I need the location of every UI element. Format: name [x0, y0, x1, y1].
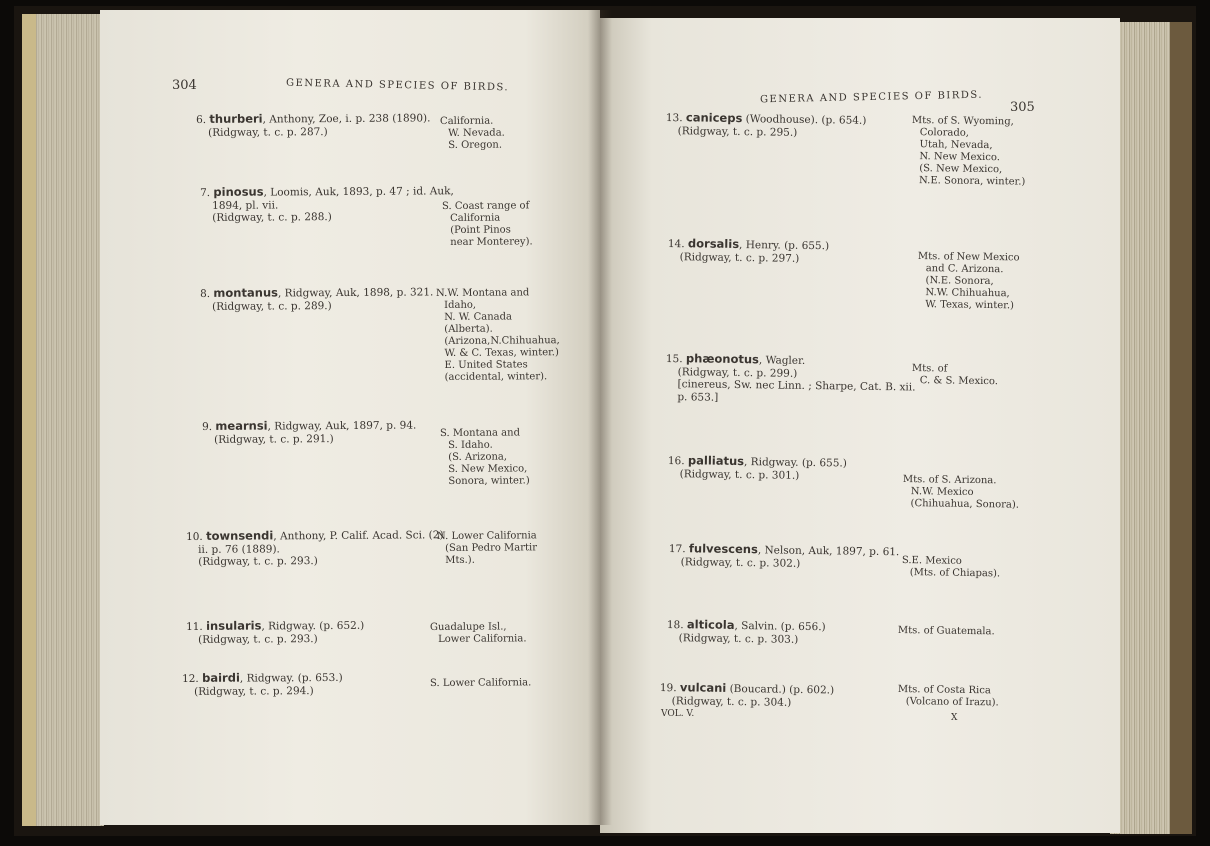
range-line: S. Oregon.: [448, 139, 503, 151]
entry-line: (Ridgway, t. c. p. 304.): [671, 694, 792, 709]
range-line: Mts. of S. Wyoming,: [911, 115, 1014, 128]
range-line: N. New Mexico.: [919, 151, 1000, 164]
entry-line: [182, 671, 343, 686]
entry-number: 11.: [186, 620, 207, 633]
range-line: S.E. Mexico: [901, 555, 962, 567]
entry-line: (Ridgway, t. c. p. 295.): [677, 124, 798, 139]
species-name: bairdi: [202, 670, 240, 685]
range-line: N. W. Canada: [444, 311, 512, 323]
entry-citation: , Nelson, Auk, 1897, p. 61.: [757, 544, 900, 559]
range-description: [912, 363, 999, 388]
range-line: Utah, Nevada,: [919, 139, 993, 152]
species-name: palliatus: [687, 453, 745, 469]
species-entry: [665, 352, 916, 406]
range-line: N.W. Chihuahua,: [925, 287, 1010, 300]
entry-line: (Ridgway, t. c. p. 294.): [194, 684, 314, 698]
range-description: [430, 677, 531, 690]
range-line: S. Montana and: [440, 427, 520, 439]
entry-number: 10.: [186, 530, 207, 543]
species-name: alticola: [686, 617, 735, 632]
page-number-left: 304: [172, 78, 197, 93]
book-gutter: [588, 10, 612, 825]
entry-citation: , Loomis, Auk, 1893, p. 47 ; id. Auk,: [263, 185, 454, 199]
entry-line: [186, 528, 444, 543]
footer-signature: X: [951, 713, 958, 723]
species-entry: [182, 671, 343, 698]
left-page-edges: [22, 14, 104, 826]
range-line: (Mts. of Chiapas).: [909, 567, 1001, 580]
entry-number: 9.: [202, 420, 216, 433]
footer-volume: VOL. V.: [661, 709, 695, 719]
range-line: (Point Pinos: [450, 224, 511, 236]
species-entry: [196, 111, 431, 139]
entry-line: (Ridgway, t. c. p. 291.): [214, 432, 334, 446]
entry-line: [196, 111, 431, 126]
entry-line: (Ridgway, t. c. p. 297.): [679, 250, 800, 265]
range-line: W. Nevada.: [448, 127, 505, 139]
range-line: near Monterey).: [450, 236, 533, 248]
range-line: N.E. Sonora, winter.): [919, 175, 1026, 188]
species-entry: [200, 184, 454, 224]
entry-number: 6.: [196, 113, 210, 126]
entry-number: 8.: [200, 287, 214, 300]
range-line: Idaho,: [444, 299, 477, 311]
species-name: caniceps: [685, 110, 743, 126]
entry-line: (Ridgway, t. c. p. 302.): [680, 555, 801, 570]
range-line: S. Lower California.: [430, 677, 532, 689]
range-line: Sonora, winter.): [448, 475, 530, 487]
entry-citation: , Ridgway, Auk, 1897, p. 94.: [267, 419, 417, 433]
species-entry: [200, 285, 434, 313]
entry-number: 12.: [182, 672, 203, 685]
range-line: Mts. of Guatemala.: [897, 625, 995, 638]
entry-number: 16.: [667, 454, 689, 468]
range-description: [440, 427, 530, 488]
range-line: (Arizona,N.Chihuahua,: [444, 335, 560, 347]
range-line: N.W. Montana and: [436, 287, 530, 299]
entry-line: (Ridgway, t. c. p. 293.): [198, 555, 318, 568]
range-description: [898, 625, 995, 638]
entry-number: 19.: [659, 681, 681, 695]
entry-citation: , Ridgway, Auk, 1898, p. 321.: [277, 286, 434, 300]
entry-citation: , Wagler.: [758, 354, 806, 367]
range-line: Mts. of: [911, 363, 948, 375]
entry-line: (Ridgway, t. c. p. 289.): [212, 299, 332, 313]
range-description: [898, 684, 999, 709]
range-line: Lower California.: [438, 633, 527, 645]
species-name: pinosus: [213, 184, 264, 199]
entry-number: 7.: [200, 186, 214, 199]
entry-line: 1894, pl. vii.: [212, 198, 279, 212]
entry-line: [202, 419, 416, 434]
species-name: phæonotus: [685, 351, 760, 367]
species-name: dorsalis: [687, 236, 740, 251]
range-description: [902, 555, 1001, 580]
range-line: Guadalupe Isl.,: [430, 621, 507, 633]
species-entry: [660, 681, 835, 709]
species-entry: [669, 542, 900, 571]
entry-citation: , Salvin. (p. 656.): [734, 619, 826, 634]
species-entry: [668, 454, 847, 482]
species-entry: [202, 419, 416, 446]
entry-line: [200, 285, 433, 300]
range-line: Mts. of Costa Rica: [897, 684, 991, 697]
range-line: W. Texas, winter.): [925, 299, 1015, 312]
range-line: California: [450, 212, 501, 224]
entry-line: (Ridgway, t. c. p. 288.): [212, 211, 332, 224]
range-description: [917, 251, 1019, 312]
entry-number: 17.: [668, 542, 690, 556]
entry-number: 15.: [665, 352, 687, 366]
range-line: N.W. Mexico: [910, 486, 974, 498]
species-name: mearnsi: [215, 418, 268, 433]
species-entry: [666, 111, 867, 140]
entry-citation: , Anthony, Zoe, i. p. 238 (1890).: [262, 112, 431, 126]
entry-line: [200, 184, 454, 199]
range-description: [911, 115, 1026, 189]
entry-line: (Ridgway, t. c. p. 287.): [208, 125, 328, 139]
range-line: (Volcano of Irazu).: [905, 696, 999, 709]
running-head-left: GENERA AND SPECIES OF BIRDS.: [285, 77, 510, 94]
entry-line: p. 653.]: [677, 390, 719, 404]
entry-line: (Ridgway, t. c. p. 293.): [198, 632, 318, 646]
entry-citation: (Boucard.) (p. 602.): [726, 682, 835, 697]
species-entry: [186, 528, 444, 568]
range-description: [437, 530, 537, 567]
range-line: Mts.).: [445, 554, 475, 566]
species-name: townsendi: [206, 528, 274, 543]
entry-citation: , Henry. (p. 655.): [738, 238, 830, 253]
entry-citation: , Anthony, P. Calif. Acad. Sci. (2): [273, 529, 444, 543]
range-line: (Alberta).: [444, 323, 493, 335]
entry-line: [186, 619, 364, 634]
species-name: insularis: [206, 618, 262, 633]
entry-citation: (Woodhouse). (p. 654.): [742, 113, 867, 127]
range-line: S. Idaho.: [448, 439, 493, 451]
entry-number: 18.: [666, 618, 688, 632]
range-line: Mts. of New Mexico: [917, 251, 1020, 264]
range-description: [430, 621, 527, 646]
range-line: W. & C. Texas, winter.): [444, 347, 559, 359]
range-line: S. New Mexico,: [448, 463, 528, 475]
range-description: [440, 116, 505, 152]
range-line: C. & S. Mexico.: [919, 375, 999, 388]
range-line: (S. Arizona,: [448, 451, 508, 463]
entry-citation: , Ridgway. (p. 652.): [261, 619, 365, 633]
range-line: (S. New Mexico,: [919, 163, 1003, 176]
species-name: montanus: [213, 285, 279, 300]
entry-number: 13.: [665, 111, 687, 125]
entry-number: 14.: [667, 237, 689, 251]
range-line: (N.E. Sonora,: [925, 275, 994, 288]
range-description: [436, 287, 560, 384]
species-entry: [667, 618, 826, 646]
page-number-right: 305: [1010, 100, 1035, 115]
species-entry: [668, 237, 830, 265]
running-head-right: GENERA AND SPECIES OF BIRDS.: [759, 89, 984, 106]
range-line: N. Lower California: [437, 530, 537, 542]
entry-citation: , Ridgway. (p. 653.): [239, 671, 343, 685]
range-line: and C. Arizona.: [925, 263, 1004, 276]
range-description: [442, 200, 533, 249]
entry-line: (Ridgway, t. c. p. 301.): [679, 467, 800, 482]
range-line: (San Pedro Martir: [445, 542, 538, 554]
range-line: E. United States: [444, 359, 528, 371]
species-name: fulvescens: [688, 541, 758, 557]
range-line: Colorado,: [919, 127, 970, 139]
range-description: [902, 474, 1019, 512]
entry-line: [cinereus, Sw. nec Linn. ; Sharpe, Cat. B. xii.: [677, 378, 916, 394]
range-line: S. Coast range of: [442, 200, 530, 212]
entry-line: ii. p. 76 (1889).: [198, 542, 280, 556]
species-name: vulcani: [679, 680, 727, 695]
range-line: (Chihuahua, Sonora).: [910, 498, 1020, 511]
right-page-edges: [1110, 22, 1192, 834]
species-entry: [186, 619, 364, 646]
entry-line: (Ridgway, t. c. p. 303.): [678, 631, 799, 646]
range-line: Mts. of S. Arizona.: [902, 474, 997, 487]
range-line: (accidental, winter).: [444, 371, 548, 383]
entry-citation: , Ridgway. (p. 655.): [743, 456, 847, 470]
range-line: California.: [440, 115, 494, 127]
entry-line: (Ridgway, t. c. p. 299.): [677, 365, 798, 380]
species-name: thurberi: [209, 111, 263, 126]
